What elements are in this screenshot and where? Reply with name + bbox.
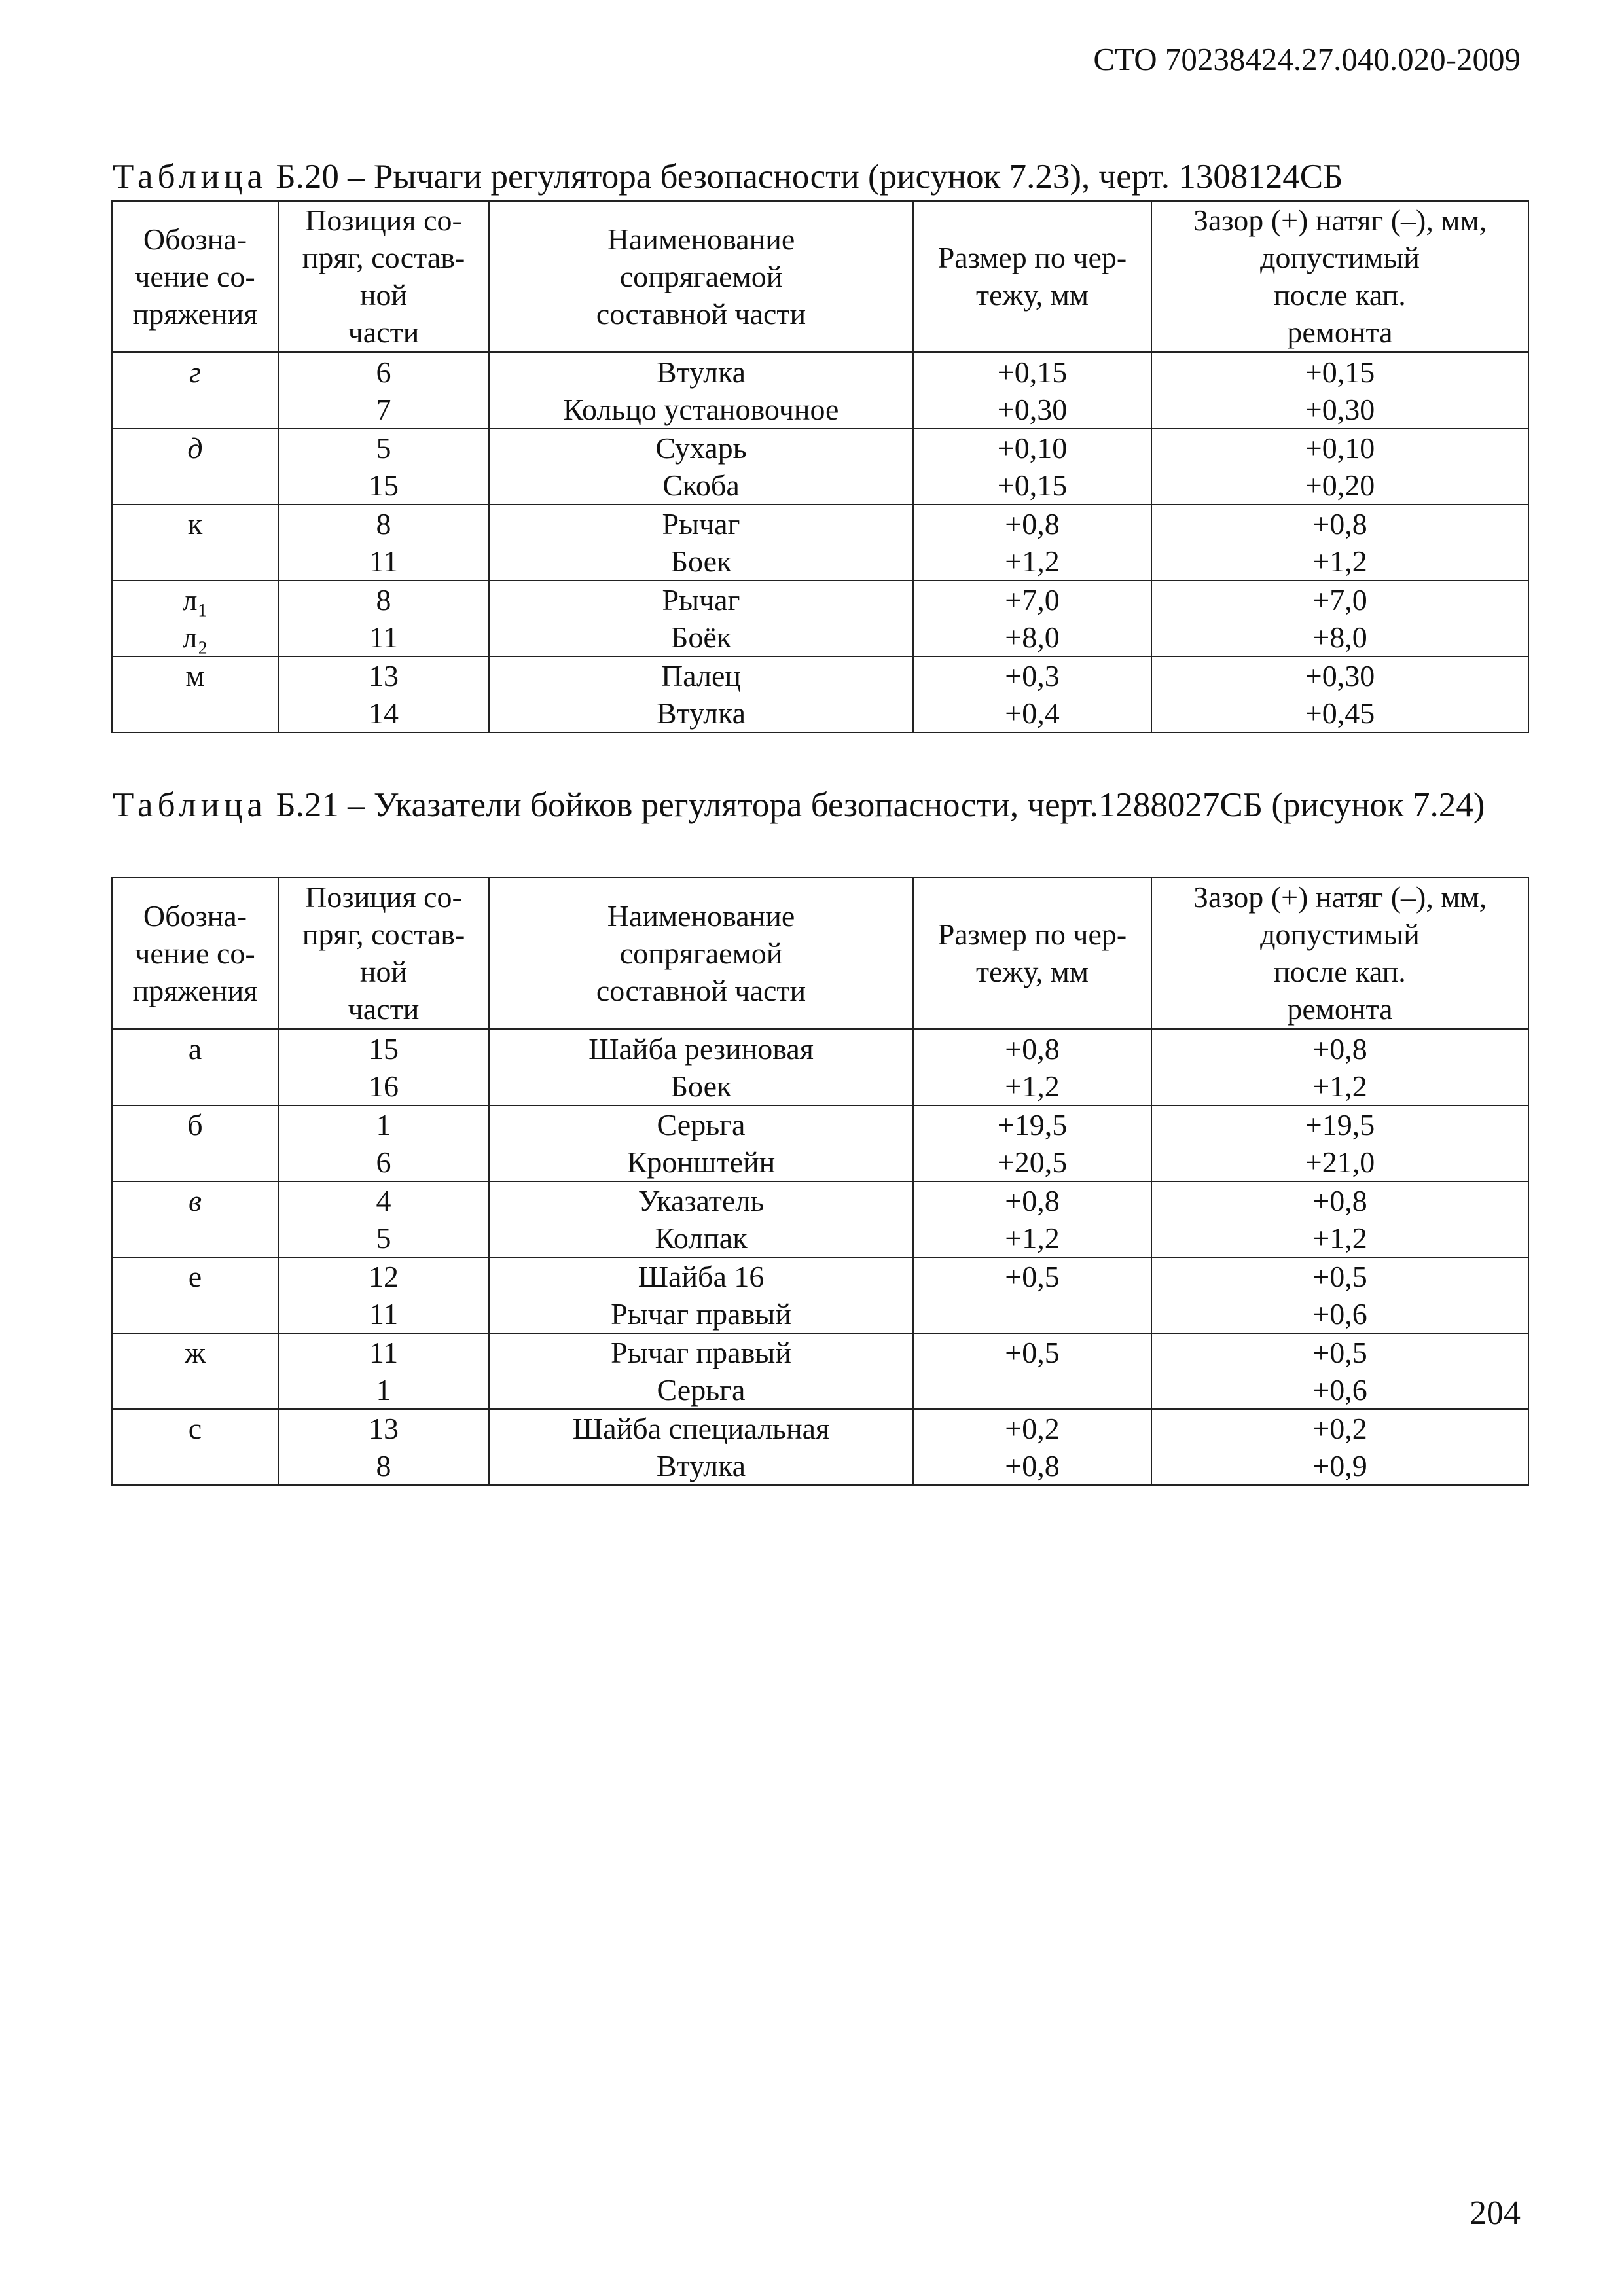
drawing-size-cell bbox=[913, 1371, 1151, 1409]
table-row bbox=[112, 505, 1528, 543]
table-row bbox=[112, 1181, 1528, 1219]
designation-cell bbox=[112, 1143, 278, 1181]
position-cell: 14 bbox=[278, 694, 489, 732]
designation-cell bbox=[112, 1219, 278, 1257]
col-header-position: Позиция со- пряг, состав- ной части bbox=[278, 201, 489, 352]
designation-cell: а bbox=[112, 1029, 278, 1067]
part-name-cell: Колпак bbox=[489, 1219, 913, 1257]
table-20-caption bbox=[113, 156, 1526, 198]
part-name-cell: Втулка bbox=[489, 694, 913, 732]
table-row bbox=[112, 1105, 1528, 1143]
position-cell: 1 bbox=[278, 1105, 489, 1143]
drawing-size-cell: +0,4 bbox=[913, 694, 1151, 732]
table-row bbox=[112, 1295, 1528, 1333]
position-cell: 11 bbox=[278, 1295, 489, 1333]
clearance-cell: +1,2 bbox=[1151, 1067, 1528, 1105]
clearance-cell: +0,8 bbox=[1151, 505, 1528, 543]
drawing-size-cell: +0,8 bbox=[913, 1181, 1151, 1219]
position-cell: 1 bbox=[278, 1371, 489, 1409]
table-21 bbox=[111, 877, 1529, 1486]
document-code: СТО 70238424.27.040.020-2009 bbox=[1093, 41, 1521, 77]
table-20-caption-text: Б.20 – Рычаги регулятора безопасности (рисунок 7.23), черт. 1308124СБ bbox=[266, 158, 1343, 196]
col-header-clearance: Зазор (+) натяг (–), мм, допустимый после кап. ремонта bbox=[1151, 878, 1528, 1029]
drawing-size-cell: +20,5 bbox=[913, 1143, 1151, 1181]
clearance-cell: +0,45 bbox=[1151, 694, 1528, 732]
designation-cell bbox=[112, 1067, 278, 1105]
position-cell: 5 bbox=[278, 1219, 489, 1257]
part-name-cell: Втулка bbox=[489, 1447, 913, 1485]
drawing-size-cell: +0,8 bbox=[913, 1029, 1151, 1067]
drawing-size-cell: +19,5 bbox=[913, 1105, 1151, 1143]
col-header-part-name: Наименование сопрягаемой составной части bbox=[489, 201, 913, 352]
part-name-cell: Боек bbox=[489, 543, 913, 581]
position-cell: 12 bbox=[278, 1257, 489, 1295]
designation-cell bbox=[112, 694, 278, 732]
designation-cell bbox=[112, 543, 278, 581]
drawing-size-cell: +8,0 bbox=[913, 619, 1151, 656]
designation-cell: к bbox=[112, 505, 278, 543]
position-cell: 8 bbox=[278, 1447, 489, 1485]
drawing-size-cell: +0,2 bbox=[913, 1409, 1151, 1447]
position-cell: 8 bbox=[278, 581, 489, 619]
designation-cell bbox=[112, 1447, 278, 1485]
designation-cell: л₁ bbox=[112, 581, 278, 619]
drawing-size-cell: +0,5 bbox=[913, 1257, 1151, 1295]
table-row bbox=[112, 619, 1528, 656]
clearance-cell: +0,20 bbox=[1151, 467, 1528, 505]
clearance-cell: +21,0 bbox=[1151, 1143, 1528, 1181]
part-name-cell: Боёк bbox=[489, 619, 913, 656]
table-row bbox=[112, 656, 1528, 694]
position-cell: 8 bbox=[278, 505, 489, 543]
table-21-caption bbox=[113, 784, 1526, 826]
table-row bbox=[112, 467, 1528, 505]
clearance-cell: +0,2 bbox=[1151, 1409, 1528, 1447]
table-row bbox=[112, 429, 1528, 467]
position-cell: 4 bbox=[278, 1181, 489, 1219]
drawing-size-cell: +0,8 bbox=[913, 1447, 1151, 1485]
position-cell: 7 bbox=[278, 391, 489, 429]
drawing-size-cell: +0,3 bbox=[913, 656, 1151, 694]
table-row bbox=[112, 1257, 1528, 1295]
clearance-cell: +0,30 bbox=[1151, 656, 1528, 694]
designation-cell: с bbox=[112, 1409, 278, 1447]
table-row bbox=[112, 581, 1528, 619]
designation-cell: ж bbox=[112, 1333, 278, 1371]
table-row bbox=[112, 1447, 1528, 1485]
clearance-cell: +0,5 bbox=[1151, 1257, 1528, 1295]
table-row bbox=[112, 352, 1528, 391]
col-header-designation: Обозна- чение со- пряжения bbox=[112, 201, 278, 352]
table-21-header-row bbox=[112, 878, 1528, 1029]
part-name-cell: Рычаг bbox=[489, 581, 913, 619]
clearance-cell: +0,6 bbox=[1151, 1371, 1528, 1409]
designation-cell bbox=[112, 1371, 278, 1409]
drawing-size-cell: +7,0 bbox=[913, 581, 1151, 619]
position-cell: 16 bbox=[278, 1067, 489, 1105]
clearance-cell: +0,5 bbox=[1151, 1333, 1528, 1371]
table-row bbox=[112, 391, 1528, 429]
position-cell: 15 bbox=[278, 1029, 489, 1067]
clearance-cell: +7,0 bbox=[1151, 581, 1528, 619]
position-cell: 11 bbox=[278, 543, 489, 581]
designation-cell bbox=[112, 467, 278, 505]
table-20-header-row bbox=[112, 201, 1528, 352]
drawing-size-cell: +1,2 bbox=[913, 1067, 1151, 1105]
designation-cell bbox=[112, 1295, 278, 1333]
part-name-cell: Шайба резиновая bbox=[489, 1029, 913, 1067]
table-20 bbox=[111, 200, 1529, 733]
position-cell: 13 bbox=[278, 656, 489, 694]
part-name-cell: Серьга bbox=[489, 1105, 913, 1143]
clearance-cell: +1,2 bbox=[1151, 1219, 1528, 1257]
position-cell: 11 bbox=[278, 619, 489, 656]
designation-cell: д bbox=[112, 429, 278, 467]
drawing-size-cell: +1,2 bbox=[913, 1219, 1151, 1257]
position-cell: 6 bbox=[278, 352, 489, 391]
table-20-body bbox=[112, 352, 1528, 732]
drawing-size-cell: +1,2 bbox=[913, 543, 1151, 581]
position-cell: 6 bbox=[278, 1143, 489, 1181]
clearance-cell: +8,0 bbox=[1151, 619, 1528, 656]
table-row bbox=[112, 1029, 1528, 1067]
table-row bbox=[112, 1219, 1528, 1257]
position-cell: 13 bbox=[278, 1409, 489, 1447]
clearance-cell: +19,5 bbox=[1151, 1105, 1528, 1143]
clearance-cell: +0,8 bbox=[1151, 1181, 1528, 1219]
part-name-cell: Рычаг правый bbox=[489, 1333, 913, 1371]
col-header-part-name: Наименование сопрягаемой составной части bbox=[489, 878, 913, 1029]
col-header-drawing-size: Размер по чер- тежу, мм bbox=[913, 201, 1151, 352]
part-name-cell: Палец bbox=[489, 656, 913, 694]
drawing-size-cell: +0,5 bbox=[913, 1333, 1151, 1371]
table-row bbox=[112, 543, 1528, 581]
clearance-cell: +1,2 bbox=[1151, 543, 1528, 581]
part-name-cell: Втулка bbox=[489, 352, 913, 391]
clearance-cell: +0,10 bbox=[1151, 429, 1528, 467]
designation-cell: в bbox=[112, 1181, 278, 1219]
position-cell: 11 bbox=[278, 1333, 489, 1371]
drawing-size-cell bbox=[913, 1295, 1151, 1333]
table-row bbox=[112, 1371, 1528, 1409]
clearance-cell: +0,6 bbox=[1151, 1295, 1528, 1333]
table-row bbox=[112, 1409, 1528, 1447]
part-name-cell: Рычаг правый bbox=[489, 1295, 913, 1333]
designation-cell: б bbox=[112, 1105, 278, 1143]
part-name-cell: Скоба bbox=[489, 467, 913, 505]
col-header-clearance: Зазор (+) натяг (–), мм, допустимый после кап. ремонта bbox=[1151, 201, 1528, 352]
table-21-caption-prefix: Таблица bbox=[113, 786, 267, 824]
table-21-caption-text: Б.21 – Указатели бойков регулятора безопасности, черт.1288027СБ (рисунок 7.24) bbox=[266, 786, 1485, 824]
part-name-cell: Шайба 16 bbox=[489, 1257, 913, 1295]
part-name-cell: Серьга bbox=[489, 1371, 913, 1409]
drawing-size-cell: +0,10 bbox=[913, 429, 1151, 467]
part-name-cell: Указатель bbox=[489, 1181, 913, 1219]
page-number: 204 bbox=[1470, 2195, 1521, 2232]
part-name-cell: Кольцо установочное bbox=[489, 391, 913, 429]
table-21-body bbox=[112, 1029, 1528, 1485]
table-row bbox=[112, 1067, 1528, 1105]
position-cell: 15 bbox=[278, 467, 489, 505]
col-header-drawing-size: Размер по чер- тежу, мм bbox=[913, 878, 1151, 1029]
clearance-cell: +0,15 bbox=[1151, 352, 1528, 391]
part-name-cell: Сухарь bbox=[489, 429, 913, 467]
table-row bbox=[112, 694, 1528, 732]
designation-cell: г bbox=[112, 352, 278, 391]
drawing-size-cell: +0,30 bbox=[913, 391, 1151, 429]
designation-cell: л₂ bbox=[112, 619, 278, 656]
designation-cell bbox=[112, 391, 278, 429]
designation-cell: е bbox=[112, 1257, 278, 1295]
col-header-position: Позиция со- пряг, состав- ной части bbox=[278, 878, 489, 1029]
table-20-caption-prefix: Таблица bbox=[113, 158, 267, 196]
position-cell: 5 bbox=[278, 429, 489, 467]
col-header-designation: Обозна- чение со- пряжения bbox=[112, 878, 278, 1029]
part-name-cell: Боек bbox=[489, 1067, 913, 1105]
clearance-cell: +0,30 bbox=[1151, 391, 1528, 429]
drawing-size-cell: +0,15 bbox=[913, 467, 1151, 505]
designation-cell: м bbox=[112, 656, 278, 694]
drawing-size-cell: +0,15 bbox=[913, 352, 1151, 391]
clearance-cell: +0,8 bbox=[1151, 1029, 1528, 1067]
table-row bbox=[112, 1333, 1528, 1371]
table-row bbox=[112, 1143, 1528, 1181]
part-name-cell: Кронштейн bbox=[489, 1143, 913, 1181]
part-name-cell: Рычаг bbox=[489, 505, 913, 543]
part-name-cell: Шайба специальная bbox=[489, 1409, 913, 1447]
clearance-cell: +0,9 bbox=[1151, 1447, 1528, 1485]
drawing-size-cell: +0,8 bbox=[913, 505, 1151, 543]
